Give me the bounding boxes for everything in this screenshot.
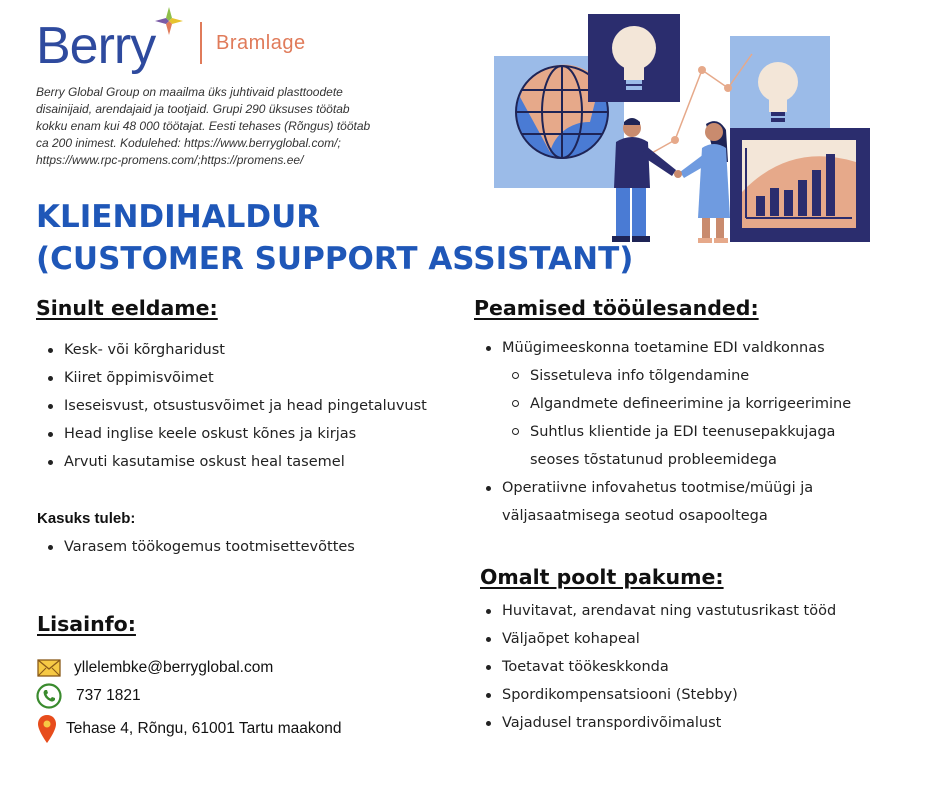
job-title-line2: (CUSTOMER SUPPORT ASSISTANT) — [36, 241, 634, 277]
phone-icon — [36, 683, 62, 709]
contact-phone-text[interactable]: 737 1821 — [76, 687, 141, 704]
job-title-line1: KLIENDIHALDUR — [36, 199, 321, 235]
contact-email — [36, 655, 273, 681]
intro-line: Berry Global Group on maailma üks juhtivaid plasttoodete — [36, 85, 343, 99]
list-subitem: Suhtlus klientide ja EDI teenusepakkujaga — [476, 418, 851, 446]
job-title — [36, 196, 633, 280]
contact-address — [36, 713, 341, 745]
contact-phone — [36, 683, 141, 709]
duties-heading: Peamised tööülesanded: — [474, 296, 759, 320]
advantage-heading: Kasuks tuleb: — [37, 510, 136, 527]
list-item: Huvitavat, arendavat ning vastutusrikast tööd — [476, 597, 836, 625]
intro-line: ca 200 inimest. Kodulehed: https://www.berryglobal.com/; — [36, 136, 341, 150]
location-pin-icon — [36, 713, 58, 745]
contact-email-text[interactable]: yllelembke@berryglobal.com — [74, 659, 274, 676]
duties-list — [476, 334, 851, 530]
list-subitem: Sissetuleva info tõlgendamine — [476, 362, 851, 390]
list-item: Iseseisvust, otsustusvõimet ja head pingetaluvust — [38, 392, 427, 420]
list-item: Toetavat töökeskkonda — [476, 653, 836, 681]
illus-woman — [680, 121, 730, 243]
advantage-list — [38, 533, 355, 561]
offer-heading: Omalt poolt pakume: — [480, 565, 724, 589]
list-item: Müügimeeskonna toetamine EDI valdkonnas — [476, 334, 851, 362]
company-logo — [36, 6, 336, 86]
intro-line: https://www.rpc-promens.com/;https://promens.ee/ — [36, 153, 304, 167]
company-intro — [36, 84, 406, 169]
list-item: Operatiivne infovahetus tootmise/müügi ja — [476, 474, 851, 502]
list-item: Vajadusel transpordivõimalust — [476, 709, 836, 737]
list-subitem: Algandmete defineerimine ja korrigeerimine — [476, 390, 851, 418]
requirements-heading: Sinult eeldame: — [36, 296, 218, 320]
list-item: Spordikompensatsiooni (Stebby) — [476, 681, 836, 709]
envelope-icon — [36, 655, 62, 681]
bar-chart-icon — [742, 140, 856, 228]
offer-list — [476, 597, 836, 737]
logo-star-icon — [154, 6, 184, 36]
list-item: Varasem töökogemus tootmisettevõttes — [38, 533, 355, 561]
list-item: Arvuti kasutamise oskust heal tasemel — [38, 448, 427, 476]
logo-berry-text: Berry — [36, 17, 156, 75]
list-item: Head inglise keele oskust kõnes ja kirjas — [38, 420, 427, 448]
info-heading: Lisainfo: — [37, 612, 136, 636]
intro-line: kokku enam kui 48 000 töötajat. Eesti tehases (Rõngus) töötab — [36, 119, 371, 133]
list-item: Kiiret õppimisvõimet — [38, 364, 427, 392]
intro-line: disainijaid, arendajaid ja tootjaid. Grupi 290 üksuses töötab — [36, 102, 350, 116]
requirements-list — [38, 336, 427, 476]
logo-bramlage-text: Bramlage — [216, 32, 306, 54]
list-item: Kesk- või kõrgharidust — [38, 336, 427, 364]
logo-divider — [200, 22, 202, 64]
list-item-continuation: väljasaatmisega seotud osapooltega — [502, 508, 768, 524]
list-item: Väljaõpet kohapeal — [476, 625, 836, 653]
contact-address-text: Tehase 4, Rõngu, 61001 Tartu maakond — [66, 720, 342, 737]
list-subitem-continuation: seoses tõstatunud probleemidega — [530, 452, 777, 468]
